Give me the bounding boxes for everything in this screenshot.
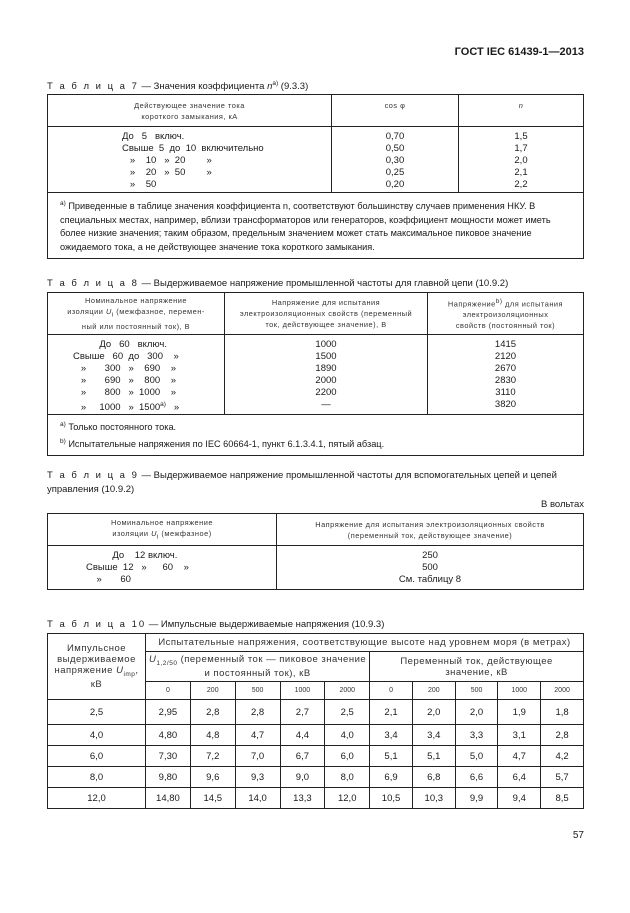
table10-value-cell: 10,3 bbox=[412, 788, 455, 809]
table10-uimp-cell: 12,0 bbox=[48, 788, 146, 809]
table10-altitude-header: 1000 bbox=[498, 682, 541, 700]
table10 bbox=[47, 633, 584, 809]
table10-altitude-header: 2000 bbox=[541, 682, 584, 700]
table8-header-rated: Номинальное напряжение изоляции $U_i$ (межфазное, перемен- ный или постоянный ток), В bbox=[48, 293, 225, 335]
table9-header-test: Напряжение для испытания электроизоляционных свойств (переменный ток, действующее значение) bbox=[277, 514, 584, 546]
standard-header: ГОСТ IEC 61439-1—2013 bbox=[454, 46, 584, 58]
table10-altitude-header: 200 bbox=[190, 682, 235, 700]
table10-altitude-header: 200 bbox=[412, 682, 455, 700]
table10-value-cell: 1,9 bbox=[498, 700, 541, 725]
table8-caption: Т а б л и ц а 8 — Выдерживаемое напряжение промышленной частоты для главной цепи (10.9.2) bbox=[47, 278, 509, 289]
table10-value-cell: 8,5 bbox=[541, 788, 584, 809]
table8-ac-values: 1000 1500 1890 2000 2200 — bbox=[225, 335, 428, 415]
table10-value-cell: 7,30 bbox=[146, 746, 191, 767]
table10-value-cell: 9,80 bbox=[146, 767, 191, 788]
table10-header-group-peak: $U_{1,2/50}$ (переменный ток — пиковое значение и постоянный ток), кВ bbox=[146, 652, 370, 682]
table10-value-cell: 5,7 bbox=[541, 767, 584, 788]
table10-value-cell: 2,7 bbox=[280, 700, 325, 725]
table10-value-cell: 6,8 bbox=[412, 767, 455, 788]
table7-n-values: 1,5 1,7 2,0 2,1 2,2 bbox=[459, 127, 584, 193]
table10-header-altitude: Испытательные напряжения, соответствующие высоте над уровнем моря (в метрах) bbox=[146, 634, 584, 652]
table10-value-cell: 14,80 bbox=[146, 788, 191, 809]
table10-value-cell: 5,1 bbox=[370, 746, 413, 767]
table8-dc-values: 1415 2120 2670 2830 3110 3820 bbox=[428, 335, 584, 415]
table9-units: В вольтах bbox=[540, 499, 584, 510]
table10-caption: Т а б л и ц а 10 — Импульсные выдерживаемые напряжения (10.9.3) bbox=[47, 619, 385, 630]
table10-value-cell: 4,7 bbox=[498, 746, 541, 767]
table7-cos-values: 0,70 0,50 0,30 0,25 0,20 bbox=[332, 127, 459, 193]
table10-value-cell: 3,4 bbox=[370, 725, 413, 746]
table10-value-cell: 4,4 bbox=[280, 725, 325, 746]
table10-value-cell: 4,2 bbox=[541, 746, 584, 767]
table10-value-cell: 1,8 bbox=[541, 700, 584, 725]
table10-value-cell: 6,4 bbox=[498, 767, 541, 788]
table8-footnotes: $^{а)}$ Только постоянного тока. $^{b)}$ Испытательные напряжения по IEC 60664-1, пункт 6.1.3.4.1, пятый абзац. bbox=[48, 415, 584, 456]
table-row bbox=[48, 746, 584, 767]
table10-value-cell: 2,0 bbox=[412, 700, 455, 725]
table10-header-group-rms: Переменный ток, действующее значение, кВ bbox=[370, 652, 584, 682]
table7-footnote: $^{а)}$ Приведенные в таблице значения коэффициента n, соответствуют большинству случаев применения НКУ. В специальных местах, например, вблизи трансформаторов или генераторов, коэффициент мощности может иметь более низкие значения; таким образом, предельным значением может стать максимальное пиковое значение ожидаемого тока, а не действующее значение тока короткого замыкания. bbox=[48, 193, 584, 259]
table9-header-rated: Номинальное напряжение изоляции $U_i$ (межфазное) bbox=[48, 514, 277, 546]
table10-altitude-header: 0 bbox=[146, 682, 191, 700]
table9-caption: Т а б л и ц а 9 — Выдерживаемое напряжение промышленной частоты для вспомогательных цепей и цепей управления (10.9.2) bbox=[47, 470, 557, 495]
table7-caption: Т а б л и ц а 7 — Значения коэффициента $n^{а)}$ (9.3.3) bbox=[47, 80, 309, 93]
table10-value-cell: 9,3 bbox=[235, 767, 280, 788]
table10-value-cell: 6,6 bbox=[455, 767, 498, 788]
table10-value-cell: 9,6 bbox=[190, 767, 235, 788]
table10-uimp-cell: 2,5 bbox=[48, 700, 146, 725]
table7 bbox=[47, 94, 584, 259]
table7-header-current: Действующее значение тока короткого замыкания, кА bbox=[48, 95, 332, 127]
table10-value-cell: 4,80 bbox=[146, 725, 191, 746]
table10-altitude-header: 500 bbox=[235, 682, 280, 700]
table10-uimp-cell: 8,0 bbox=[48, 767, 146, 788]
table10-value-cell: 5,1 bbox=[412, 746, 455, 767]
page-number: 57 bbox=[572, 830, 584, 841]
table10-value-cell: 2,1 bbox=[370, 700, 413, 725]
table10-value-cell: 10,5 bbox=[370, 788, 413, 809]
table10-altitude-header: 2000 bbox=[325, 682, 370, 700]
table7-header-cos: cos φ bbox=[332, 95, 459, 127]
table10-value-cell: 4,8 bbox=[190, 725, 235, 746]
table-row bbox=[48, 767, 584, 788]
table10-value-cell: 2,0 bbox=[455, 700, 498, 725]
table10-value-cell: 4,7 bbox=[235, 725, 280, 746]
table-row bbox=[48, 788, 584, 809]
table10-value-cell: 9,0 bbox=[280, 767, 325, 788]
table-row bbox=[48, 725, 584, 746]
table10-uimp-cell: 4,0 bbox=[48, 725, 146, 746]
table10-uimp-cell: 6,0 bbox=[48, 746, 146, 767]
table8-rated-ranges: До 60 включ. Свыше 60 до 300 » » 300 » 690 » » 690 » 800 » » 800 » 1000 » » 1000 » $1500^{а)}$ » bbox=[48, 335, 225, 415]
table10-header-uimp: Импульсное выдерживаемое напряжение $U_{imp}$, кВ bbox=[48, 634, 146, 700]
table10-value-cell: 7,2 bbox=[190, 746, 235, 767]
table10-value-cell: 12,0 bbox=[325, 788, 370, 809]
table10-altitude-header: 1000 bbox=[280, 682, 325, 700]
table10-value-cell: 2,8 bbox=[541, 725, 584, 746]
table9 bbox=[47, 513, 584, 590]
table10-value-cell: 2,8 bbox=[235, 700, 280, 725]
table10-value-cell: 6,9 bbox=[370, 767, 413, 788]
table10-value-cell: 2,5 bbox=[325, 700, 370, 725]
table10-value-cell: 3,3 bbox=[455, 725, 498, 746]
table8-header-dc: Напряжение$^{b)}$ для испытания электроизоляционных свойств (постоянный ток) bbox=[428, 293, 584, 335]
table10-value-cell: 6,0 bbox=[325, 746, 370, 767]
table9-rated-ranges: До 12 включ. Свыше 12 » 60 » » 60 bbox=[48, 546, 277, 590]
table10-value-cell: 3,1 bbox=[498, 725, 541, 746]
table10-value-cell: 3,4 bbox=[412, 725, 455, 746]
table10-value-cell: 5,0 bbox=[455, 746, 498, 767]
table8 bbox=[47, 292, 584, 456]
table9-test-values: 250 500 См. таблицу 8 bbox=[277, 546, 584, 590]
table10-value-cell: 4,0 bbox=[325, 725, 370, 746]
table10-value-cell: 14,5 bbox=[190, 788, 235, 809]
table10-value-cell: 2,95 bbox=[146, 700, 191, 725]
table10-altitude-header: 0 bbox=[370, 682, 413, 700]
table-row bbox=[48, 700, 584, 725]
table7-header-n: n bbox=[459, 95, 584, 127]
table10-value-cell: 7,0 bbox=[235, 746, 280, 767]
table10-value-cell: 2,8 bbox=[190, 700, 235, 725]
table10-value-cell: 14,0 bbox=[235, 788, 280, 809]
table8-header-ac: Напряжение для испытания электроизоляционных свойств (переменный ток, действующее значение), В bbox=[225, 293, 428, 335]
table10-altitude-header: 500 bbox=[455, 682, 498, 700]
table10-value-cell: 8,0 bbox=[325, 767, 370, 788]
table10-value-cell: 9,4 bbox=[498, 788, 541, 809]
table10-value-cell: 6,7 bbox=[280, 746, 325, 767]
table10-value-cell: 13,3 bbox=[280, 788, 325, 809]
table7-current-ranges: До 5 включ. Свыше 5 до 10 включительно » 10 » 20 » » 20 » 50 » » 50 bbox=[48, 127, 332, 193]
table10-value-cell: 9,9 bbox=[455, 788, 498, 809]
